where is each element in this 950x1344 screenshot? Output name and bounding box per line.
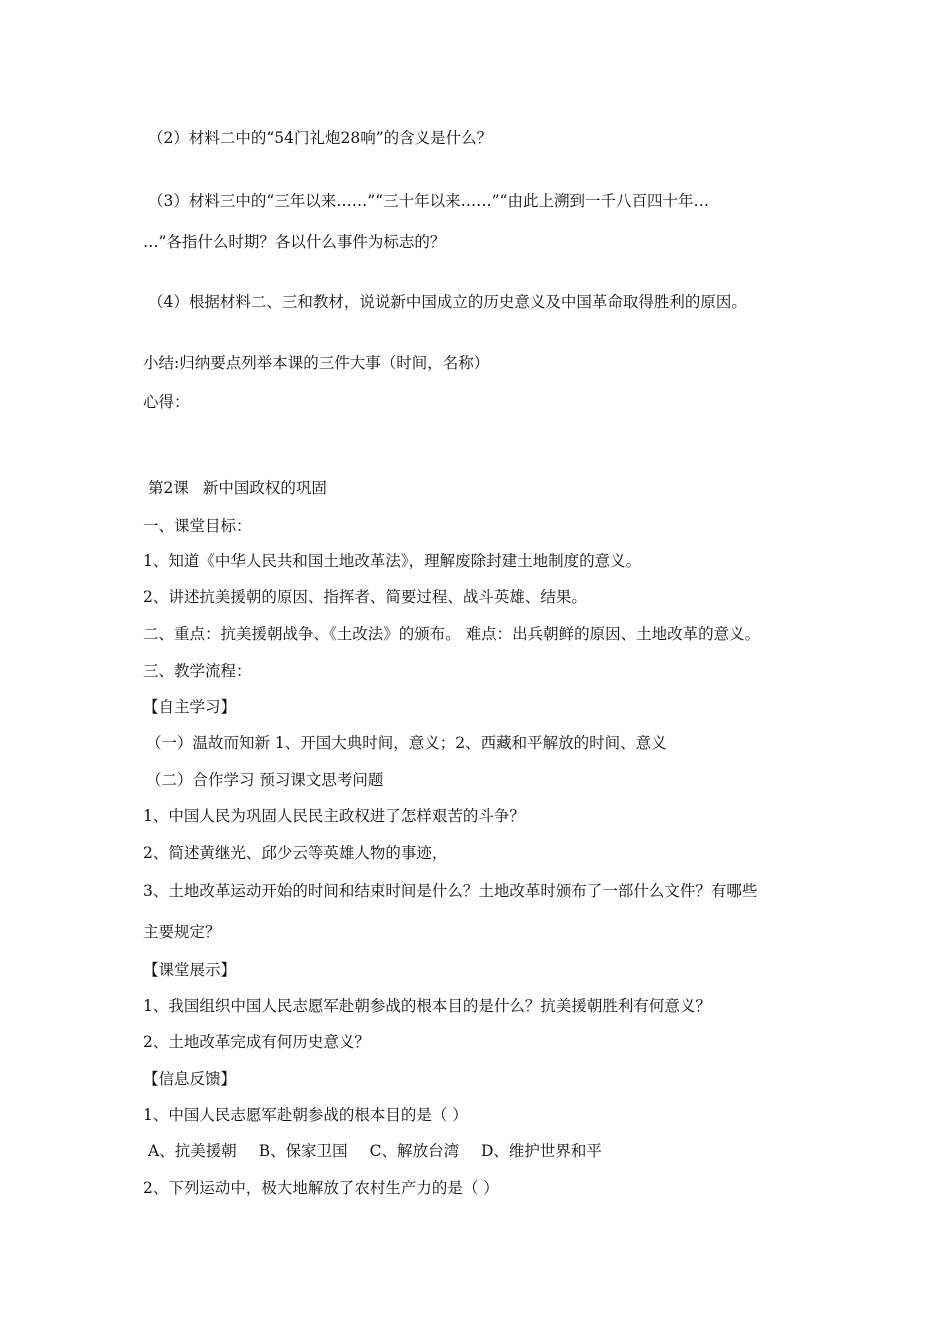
flow-heading: 三、教学流程： (143, 662, 252, 680)
prep-question-3-line-2: 主要规定？ (143, 923, 221, 941)
question-4: （4）根据材料二、三和教材，说说新中国成立的历史意义及中国革命取得胜利的原因。 (148, 293, 747, 311)
question-3-line-1: （3）材料三中的“三年以来……”“三十年以来……”“由此上溯到一千八百四十年… (148, 192, 709, 210)
goal-1: 1、知道《中华人民共和国土地改革法》，理解废除封建土地制度的意义。 (143, 552, 642, 570)
option-d: D、维护世界和平 (480, 1142, 602, 1160)
class-show-question-2: 2、土地改革完成有何历史意义？ (143, 1033, 370, 1051)
goal-2: 2、讲述抗美援朝的原因、指挥者、简要过程、战斗英雄、结果。 (143, 588, 587, 606)
lesson-number: 第2课 (148, 479, 189, 497)
prep-question-2: 2、简述黄继光、邱少云等英雄人物的事迹， (143, 844, 448, 862)
prep-question-1: 1、中国人民为巩固人民民主政权进了怎样艰苦的斗争？ (143, 807, 525, 825)
summary-label: 小结:归纳要点列举本课的三件大事（时间，名称） (143, 354, 490, 372)
key-points: 二、重点：抗美援朝战争、《土改法》的颁布。 难点：出兵朝鲜的原因、土地改革的意义。 (143, 625, 761, 643)
feedback-options (148, 1141, 602, 1161)
goals-heading: 一、课堂目标： (143, 517, 252, 535)
option-a: A、抗美援朝 (148, 1142, 237, 1160)
option-c: C、解放台湾 (369, 1142, 459, 1160)
review-item: （一）温故而知新 1、开国大典时间，意义；2、西藏和平解放的时间、意义 (146, 734, 667, 752)
lesson-name: 新中国政权的巩固 (202, 479, 327, 497)
class-show-question-1: 1、我国组织中国人民志愿军赴朝参战的根本目的是什么？抗美援朝胜利有何意义？ (143, 997, 711, 1015)
feedback-question-2: 2、下列运动中，极大地解放了农村生产力的是（ ） (143, 1179, 499, 1197)
lesson-title (148, 478, 327, 498)
coop-item: （二）合作学习 预习课文思考问题 (146, 771, 384, 789)
feedback-heading: 【信息反馈】 (143, 1070, 237, 1088)
insight-label: 心得： (143, 393, 190, 411)
question-3-line-2: …”各指什么时期？各以什么事件为标志的？ (143, 233, 446, 251)
class-show-heading: 【课堂展示】 (143, 961, 237, 979)
self-study-heading: 【自主学习】 (143, 698, 237, 716)
feedback-question-1: 1、中国人民志愿军赴朝参战的根本目的是（ ） (143, 1106, 468, 1124)
question-2: （2）材料二中的“54门礼炮28响”的含义是什么？ (148, 129, 493, 147)
prep-question-3-line-1: 3、土地改革运动开始的时间和结束时间是什么？土地改革时颁布了一部什么文件？有哪些 (143, 882, 758, 900)
option-b: B、保家卫国 (258, 1142, 348, 1160)
